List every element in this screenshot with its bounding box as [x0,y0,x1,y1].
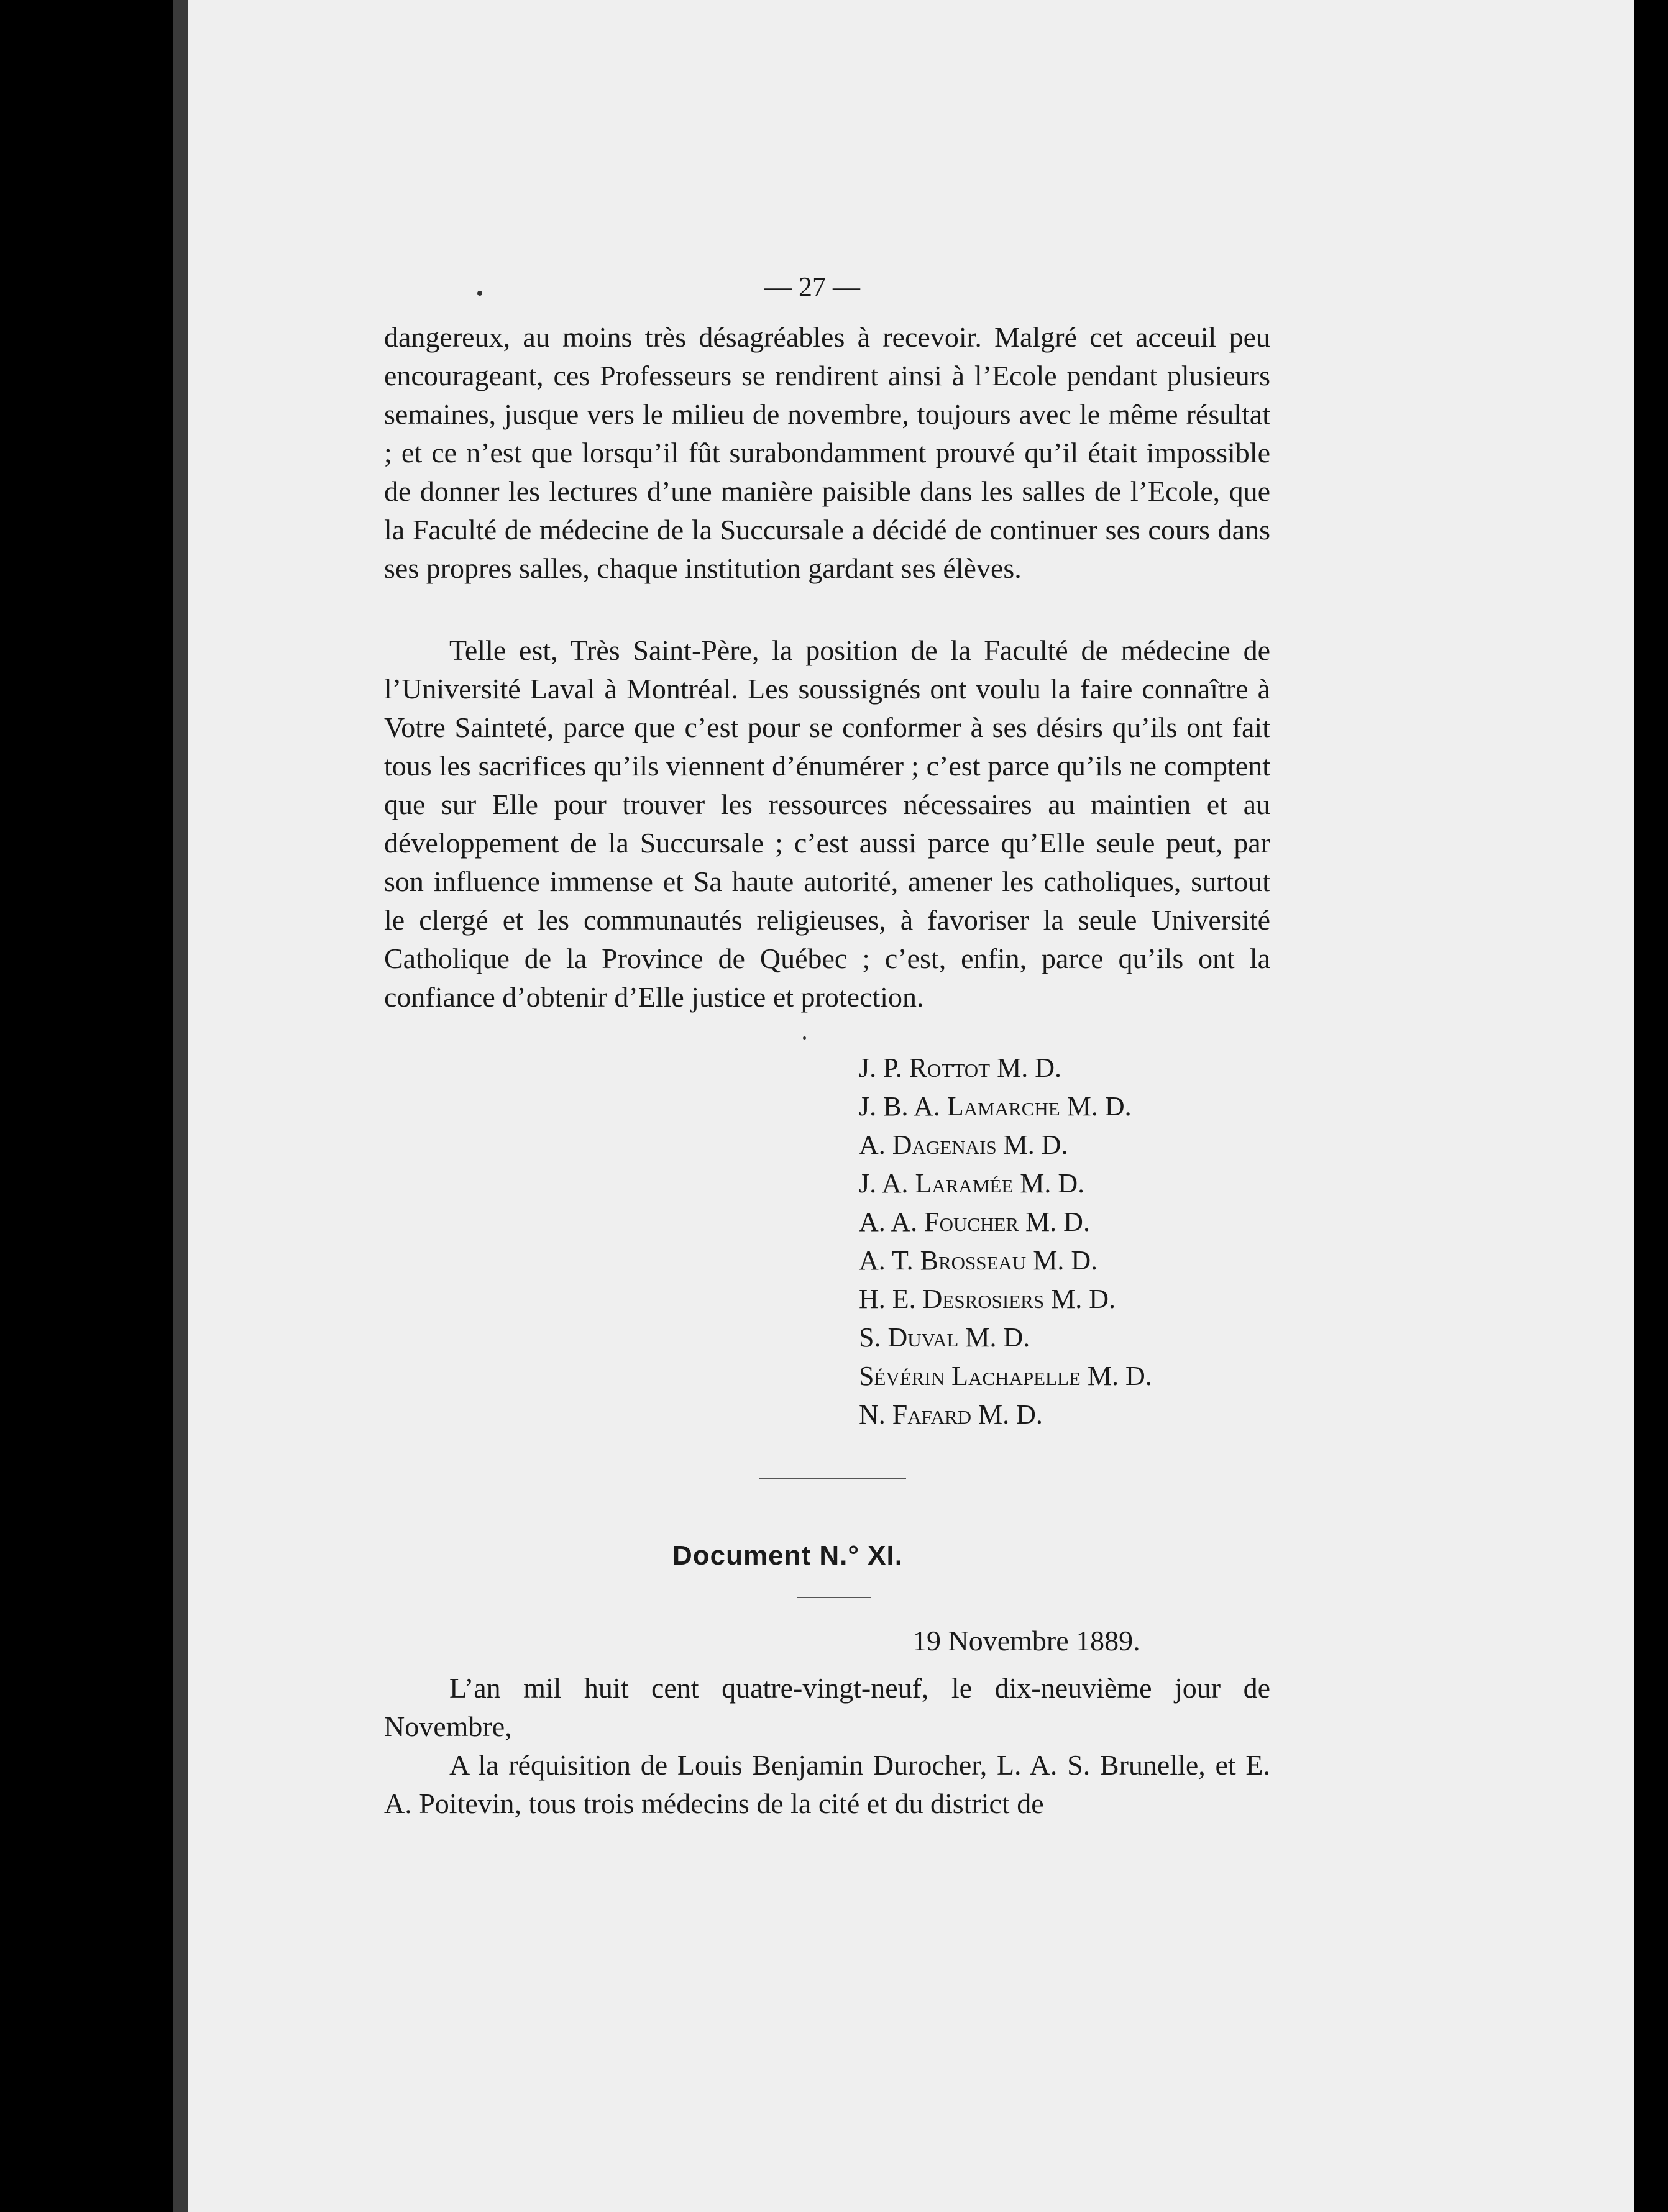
signature-line: N. Fafard M. D. [859,1399,1043,1430]
signatory-surname: Duval [887,1322,959,1353]
signatory-surname: Rottot [909,1053,991,1083]
signature-line: S. Duval M. D. [859,1322,1030,1353]
signatory-surname: Brosseau [920,1245,1027,1276]
signatory-surname: Lamarche [946,1091,1060,1122]
signature-line: A. T. Brosseau M. D. [859,1245,1098,1276]
signature-line: A. Dagenais M. D. [859,1130,1068,1160]
signature-line: J. B. A. Lamarche M. D. [859,1091,1132,1122]
paragraph-petition: Telle est, Très Saint-Père, la position de la Faculté de médecine de l’Université Laval à Montréal. Les soussignés ont voulu la faire connaître à Votre Sainteté, parce que c’est pour se conformer à ses désirs qu’ils ont fait tous les sacrifices qu’ils viennent d’énumérer ; c’est parce qu’ils ne comptent que sur Elle pour trouver les ressources nécessaires au maintien et au développement de la Succursale ; c’est aussi parce qu’Elle seule peut, par son influence immense et Sa haute autorité, amener les catholiques, surtout le clergé et les communautés religieuses, à favoriser la seule Université Catholique de la Province de Québec ; c’est, enfin, parce qu’ils ont la confiance d’obtenir d’Elle justice et protection. [384,634,1270,1013]
signature-line: H. E. Desrosiers M. D. [859,1284,1116,1314]
document-date: 19 Novembre 1889. [912,1625,1140,1657]
signatory-surname: Fafard [892,1399,972,1430]
scan-right-margin [1634,0,1668,2212]
signatory-surname: Desrosiers [922,1284,1045,1314]
ink-speck [803,1036,806,1040]
scan-left-margin [0,0,173,2212]
section-divider [759,1478,906,1479]
page-number: — 27 — [764,272,860,302]
signatory-surname: Foucher [924,1207,1019,1237]
ink-speck [477,291,482,296]
paragraph-requisition: A la réquisition de Louis Benjamin Durocher, L. A. S. Brunelle, et E. A. Poitevin, tous trois médecins de la cité et du district de [384,1749,1270,1819]
signatory-surname: Laramée [915,1168,1014,1199]
paragraph-continuation: dangereux, au moins très désagréables à recevoir. Malgré cet acceuil peu encourageant, ces Professeurs se rendirent ainsi à l’Ecole pendant plusieurs semaines, jusque vers le milieu de novembre, toujours avec le même résultat ; et ce n’est que lorsqu’il fût surabondamment prouvé qu’il était impossible de donner les lectures d’une manière paisible dans les salles de l’Ecole, que la Faculté de médecine de la Succursale a décidé de continuer ses cours dans ses propres salles, chaque institution gardant ses élèves. [384,321,1270,584]
signature-line: J. P. Rottot M. D. [859,1053,1061,1083]
page-binding-edge [173,0,188,2212]
signature-line: J. A. Laramée M. D. [859,1168,1085,1199]
signatory-surname: Dagenais [892,1130,997,1160]
heading-underline [797,1597,871,1598]
paragraph-preamble: L’an mil huit cent quatre-vingt-neuf, le dix-neuvième jour de Novembre, [384,1672,1270,1742]
signature-line: A. A. Foucher M. D. [859,1207,1090,1237]
document-heading: Document N.° XI. [672,1540,903,1571]
signature-line: Sévérin Lachapelle M. D. [859,1361,1152,1391]
signature-list [859,1049,1244,1434]
signatory-surname: Sévérin Lachapelle [859,1361,1081,1391]
